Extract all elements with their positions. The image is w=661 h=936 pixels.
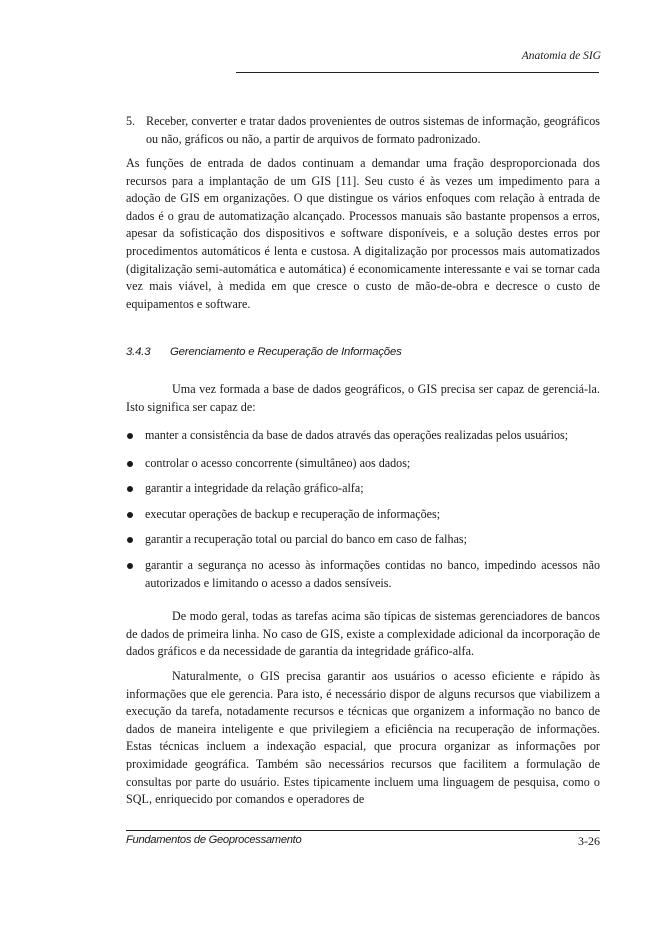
list-item: manter a consistência da base de dados através das operações realizadas pelos usuários; — [126, 427, 600, 445]
section-title: Gerenciamento e Recuperação de Informações — [170, 346, 402, 358]
header-rule — [236, 72, 599, 73]
bullet-icon — [127, 433, 133, 439]
running-header-title: Anatomia de SIG — [521, 50, 601, 62]
numbered-item-5 — [126, 113, 600, 148]
paragraph-intro: Uma vez formada a base de dados geográficos, o GIS precisa ser capaz de gerenciá-la. Isto significa ser capaz de: — [126, 382, 600, 414]
list-item: garantir a segurança no acesso às informações contidas no banco, impedindo acessos não autorizados e limitando o acesso a dados sensíveis. — [126, 557, 600, 592]
bullet-list — [126, 427, 600, 592]
bullet-icon — [127, 563, 133, 569]
paragraph-data-entry: As funções de entrada de dados continuam a demandar uma fração desproporcionada dos recursos para a implantação de um GIS [11]. Seu custo é às vezes um impedimento para a adoção de GIS em organizações. O que distingue os vários enfoques com relação à entrada de dados é o grau de automatização alcançado. Processos manuais são bastante propensos a erros, apesar da sofisticação dos dispositivos e software disponíveis, e a solução destes erros por procedimentos automáticos é lenta e custosa. A digitalização por processos mais automatizados (digitalização semi-automática e automática) é economicamente interessante e vai se tornar cada vez mais viável, à medida em que cresce o custo de mão-de-obra e decresce o custo de equipamentos e software. — [126, 156, 600, 311]
section-number: 3.4.3 — [126, 346, 151, 358]
bullet-icon — [127, 537, 133, 543]
list-item: executar operações de backup e recuperação de informações; — [126, 506, 600, 524]
footer-rule — [126, 830, 600, 831]
item-number: 5. — [126, 114, 136, 128]
item-text: Receber, converter e tratar dados provenientes de outros sistemas de informação, geográficos ou não, gráficos ou não, a partir de arquivos de formato padronizado. — [146, 114, 600, 146]
bullet-icon — [127, 486, 133, 492]
list-item: garantir a recuperação total ou parcial do banco em caso de falhas; — [126, 531, 600, 549]
bullet-icon — [127, 461, 133, 467]
list-item: controlar o acesso concorrente (simultâneo) aos dados; — [126, 455, 600, 473]
paragraph-dbms: De modo geral, todas as tarefas acima são típicas de sistemas gerenciadores de bancos de dados de primeira linha. No caso de GIS, existe a complexidade adicional da incorporação de dados gráficos e da necessidade de garantia da integridade gráfico-alfa. — [126, 609, 600, 659]
section-heading — [126, 346, 402, 358]
bullet-icon — [127, 512, 133, 518]
footer-page-number: 3-26 — [578, 834, 600, 848]
list-item: garantir a integridade da relação gráfico-alfa; — [126, 480, 600, 498]
footer-book-title: Fundamentos de Geoprocessamento — [126, 834, 302, 846]
paragraph-retrieval: Naturalmente, o GIS precisa garantir aos usuários o acesso eficiente e rápido às informações que ele gerencia. Para isto, é necessário dispor de alguns recursos que viabilizem a execução da tarefa, notadamente recursos e técnicas que organizem a informação no banco de dados de maneira inteligente e que privilegiem a eficiência na recuperação de informações. Estas técnicas incluem a indexação espacial, que procura organizar as informações por proximidade geográfica. Também são necessários recursos que facilitem a formulação de consultas por parte do usuário. Estes tipicamente incluem uma linguagem de pesquisa, como o SQL, enriquecido por comandos e operadores de — [126, 669, 600, 807]
